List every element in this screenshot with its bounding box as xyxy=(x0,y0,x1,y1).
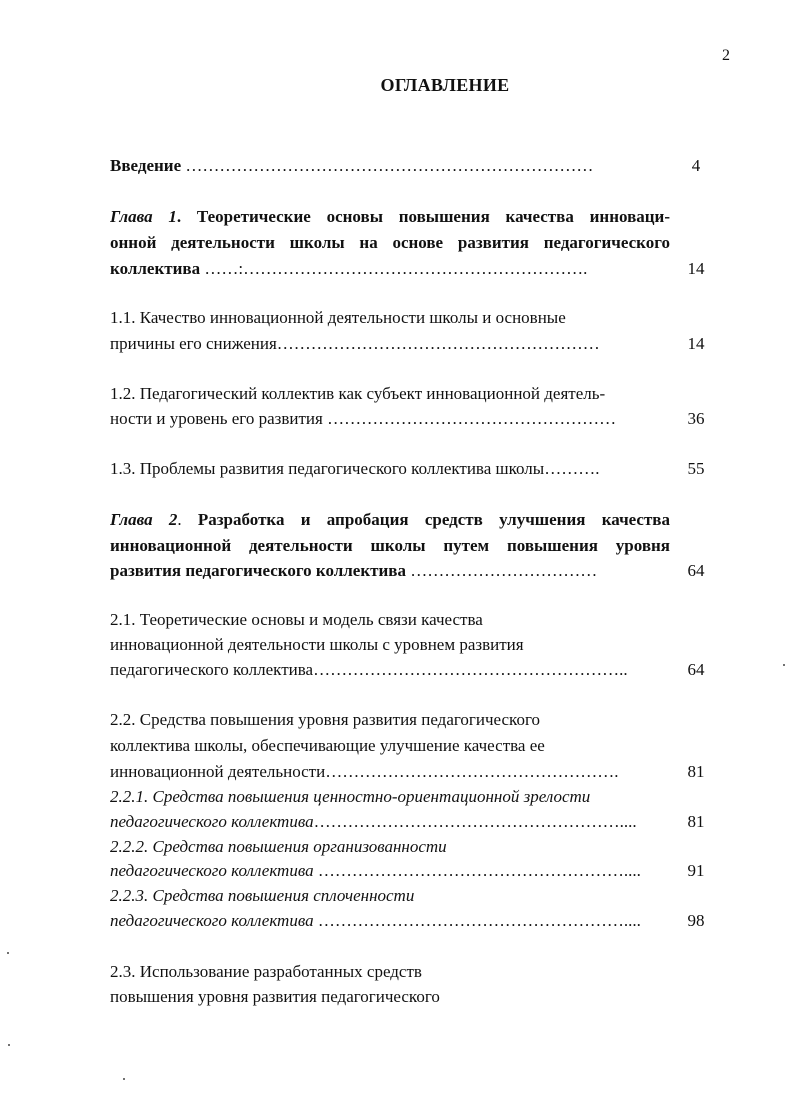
toc-title: ОГЛАВЛЕНИЕ xyxy=(380,75,510,95)
toc-page-number: 98 xyxy=(687,911,705,930)
scan-speck xyxy=(8,1044,10,1046)
toc-leader: …………………………………………… xyxy=(322,409,617,428)
toc-page-number: 91 xyxy=(687,861,705,880)
toc-page-number: 81 xyxy=(687,812,705,831)
toc-section-1-1-line-2: причины его снижения………………………………………………… xyxy=(110,334,600,353)
toc-chapter-1-line-3: коллектива ……:……………………………………………………. xyxy=(110,259,588,278)
toc-leader: ……………………………………………………………… xyxy=(181,156,594,175)
toc-subsection-2-2-2-line-1: 2.2.2. Средства повышения организованности xyxy=(110,837,447,856)
toc-section-2-3-line-2: повышения уровня развития педагогического xyxy=(110,987,440,1006)
toc-subsection-2-2-3-line-1: 2.2.3. Средства повышения сплоченности xyxy=(110,886,415,905)
toc-subsection-2-2-1-line-1: 2.2.1. Средства повышения ценностно-ориентационной зрелости xyxy=(110,787,591,806)
toc-page-number: 4 xyxy=(691,156,701,175)
scan-speck xyxy=(783,664,785,666)
toc-leader: ………………………………………………… xyxy=(276,334,600,353)
toc-page-number: 81 xyxy=(687,762,705,781)
toc-page-number: 14 xyxy=(687,259,705,278)
toc-leader: ………. xyxy=(544,459,600,478)
page-number: 2 xyxy=(722,47,730,64)
chapter-title-line: Теоретические основы повышения качества инноваци- xyxy=(196,207,670,226)
toc-chapter-2-line-3: развития педагогического коллектива …………………………… xyxy=(110,561,598,580)
scan-speck xyxy=(7,952,9,954)
toc-page-number: 36 xyxy=(687,409,705,428)
toc-section-1-1-line-1: 1.1. Качество инновационной деятельности школы и основные xyxy=(110,308,566,327)
toc-section-2-1-line-3: педагогического коллектива……………………………………………….. xyxy=(110,660,628,679)
toc-page-number: 14 xyxy=(687,334,705,353)
toc-chapter-1-line-1: Глава 1. Теоретические основы повышения качества инноваци- xyxy=(110,207,670,226)
toc-leader: ……………………………………………….... xyxy=(313,861,641,880)
chapter-label: Глава 1 xyxy=(110,207,177,226)
toc-entry-introduction xyxy=(110,156,670,176)
toc-subsection-2-2-3-line-2: педагогического коллектива ……………………………………………….... xyxy=(110,911,641,930)
toc-page-number: 64 xyxy=(687,561,705,580)
toc-page-number: 64 xyxy=(687,660,705,679)
toc-section-2-1-line-2: инновационной деятельности школы с уровнем развития xyxy=(110,635,524,654)
toc-section-1-3: 1.3. Проблемы развития педагогического коллектива школы………. xyxy=(110,459,600,478)
toc-section-2-2-line-1: 2.2. Средства повышения уровня развития педагогического xyxy=(110,710,540,729)
toc-section-1-2-line-2: ности и уровень его развития …………………………………………… xyxy=(110,409,617,428)
toc-chapter-1-line-2: онной деятельности школы на основе развития педагогического xyxy=(110,233,670,252)
toc-subsection-2-2-2-line-2: педагогического коллектива ……………………………………………….... xyxy=(110,861,641,880)
toc-section-2-2-line-3: инновационной деятельности……………………………………………. xyxy=(110,762,619,781)
toc-page-number: 55 xyxy=(687,459,705,478)
toc-leader: ……………………………………………. xyxy=(325,762,619,781)
toc-leader: …………………………… xyxy=(405,561,598,580)
toc-section-2-1-line-1: 2.1. Теоретические основы и модель связи качества xyxy=(110,610,483,629)
toc-section-2-3-line-1: 2.3. Использование разработанных средств xyxy=(110,962,422,981)
chapter-label: Глава 2 xyxy=(110,510,178,529)
chapter-title-line: Разработка и апробация средств улучшения качества xyxy=(197,510,670,529)
toc-subsection-2-2-1-line-2: педагогического коллектива……………………………………………….... xyxy=(110,812,637,831)
toc-entry-label: Введение xyxy=(110,156,182,175)
toc-leader: ……………………………………………….... xyxy=(313,812,637,831)
toc-leader: ……:……………………………………………………. xyxy=(200,259,588,278)
toc-section-1-2-line-1: 1.2. Педагогический коллектив как субъект инновационной деятель- xyxy=(110,384,606,403)
scan-speck xyxy=(123,1078,125,1080)
toc-leader: ……………………………………………….. xyxy=(313,660,628,679)
toc-leader: ……………………………………………….... xyxy=(313,911,641,930)
toc-chapter-2-line-1: Глава 2. Разработка и апробация средств улучшения качества xyxy=(110,510,670,529)
toc-section-2-2-line-2: коллектива школы, обеспечивающие улучшение качества ее xyxy=(110,736,545,755)
toc-chapter-2-line-2: инновационной деятельности школы путем повышения уровня xyxy=(110,536,670,555)
